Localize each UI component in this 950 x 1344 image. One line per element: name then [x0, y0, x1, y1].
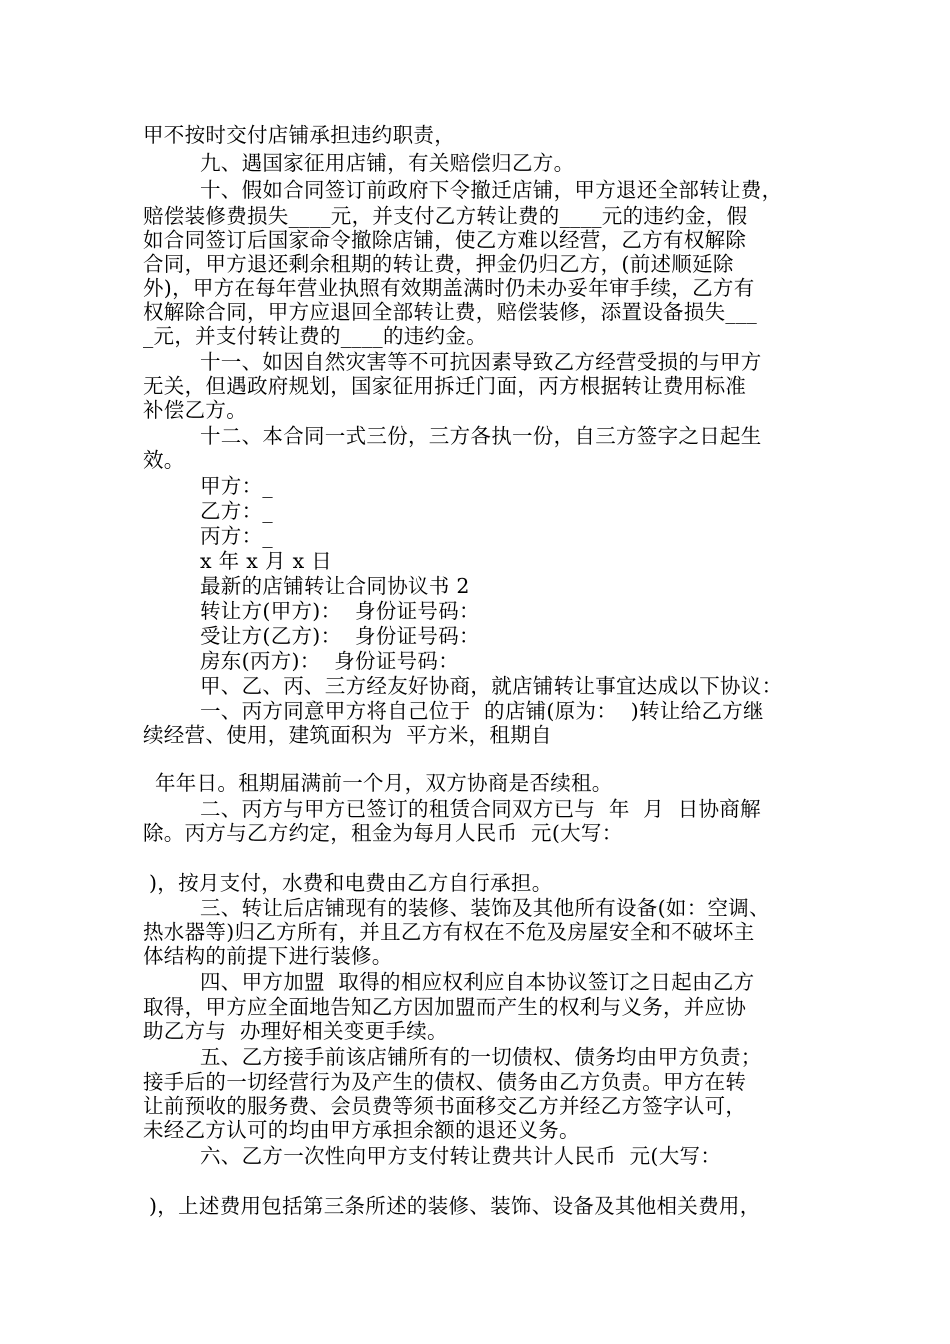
text-line: 体结构的前提下进行装修。 [143, 944, 393, 968]
text-line: 权解除合同，甲方应退回全部转让费，赔偿装修，添置设备损失___ [143, 300, 758, 324]
text-line: 补偿乙方。 [143, 398, 247, 422]
text-line: 合同，甲方退还剩余租期的转让费，押金仍归乙方，(前述顺延除 [143, 252, 734, 276]
text-line: 受让方(乙方)： 身份证号码： [200, 624, 480, 648]
text-line: x 年 x 月 x 日 [200, 549, 333, 573]
text-line: 续经营、使用，建筑面积为 平方米，租期自 [143, 723, 552, 747]
text-line: 甲、乙、丙、三方经友好协商，就店铺转让事宜达成以下协议： [200, 674, 783, 698]
text-line: )，上述费用包括第三条所述的装修、装饰、设备及其他相关费用， [149, 1194, 761, 1218]
text-line: 一、丙方同意甲方将自己位于 的店铺(原为： )转让给乙方继 [200, 699, 764, 723]
text-line: 四、甲方加盟 取得的相应权利应自本协议签订之日起由乙方 [200, 970, 755, 994]
text-line: 未经乙方认可的均由甲方承担余额的退还义务。 [143, 1118, 580, 1142]
text-line: 年年日。租期届满前一个月，双方协商是否续租。 [155, 771, 613, 795]
text-line: 乙方：_ [200, 499, 273, 523]
text-line: )，按月支付，水费和电费由乙方自行承担。 [149, 871, 553, 895]
text-line: 二、丙方与甲方已签订的租赁合同双方已与 年 月 日协商解 [200, 797, 761, 821]
text-line: _元，并支付转让费的____的违约金。 [143, 324, 487, 348]
text-line: 外)，甲方在每年营业执照有效期盖满时仍未办妥年审手续，乙方有 [143, 276, 755, 300]
text-line: 六、乙方一次性向甲方支付转让费共计人民币 元(大写： [200, 1144, 722, 1168]
text-line: 最新的店铺转让合同协议书 2 [200, 574, 470, 598]
text-line: 转让方(甲方)： 身份证号码： [200, 599, 480, 623]
text-line: 无关，但遇政府规划，国家征用拆迁门面，丙方根据转让费用标准 [143, 374, 747, 398]
text-line: 取得，甲方应全面地告知乙方因加盟而产生的权利与义务，并应协 [143, 995, 747, 1019]
text-line: 效。 [143, 448, 185, 472]
text-line: 九、遇国家征用店铺，有关赔偿归乙方。 [200, 151, 575, 175]
text-line: 甲方：_ [200, 474, 273, 498]
text-line: 十一、如因自然灾害等不可抗因素导致乙方经营受损的与甲方 [200, 350, 762, 374]
text-line: 十、假如合同签订前政府下令撤迁店铺，甲方退还全部转让费， [200, 178, 783, 202]
text-line: 赔偿装修费损失____元，并支付乙方转让费的____元的违约金，假 [143, 204, 748, 228]
text-line: 助乙方与 办理好相关变更手续。 [143, 1019, 448, 1043]
text-line: 三、转让后店铺现有的装修、装饰及其他所有设备(如：空调、 [200, 896, 770, 920]
text-line: 十二、本合同一式三份，三方各执一份，自三方签字之日起生 [200, 424, 762, 448]
text-line: 甲不按时交付店铺承担违约职责， [143, 123, 455, 147]
text-line: 接手后的一切经营行为及产生的债权、债务由乙方负责。甲方在转 [143, 1070, 747, 1094]
text-line: 五、乙方接手前该店铺所有的一切债权、债务均由甲方负责； [200, 1045, 762, 1069]
text-line: 房东(丙方)： 身份证号码： [200, 649, 460, 673]
text-line: 热水器等)归乙方所有，并且乙方有权在不危及房屋安全和不破坏主 [143, 920, 755, 944]
text-line: 让前预收的服务费、会员费等须书面移交乙方并经乙方签字认可， [143, 1094, 747, 1118]
text-line: 除。丙方与乙方约定，租金为每月人民币 元(大写： [143, 821, 623, 845]
text-line: 如合同签订后国家命令撤除店铺，使乙方难以经营，乙方有权解除 [143, 228, 747, 252]
text-line: 丙方：_ [200, 524, 273, 548]
